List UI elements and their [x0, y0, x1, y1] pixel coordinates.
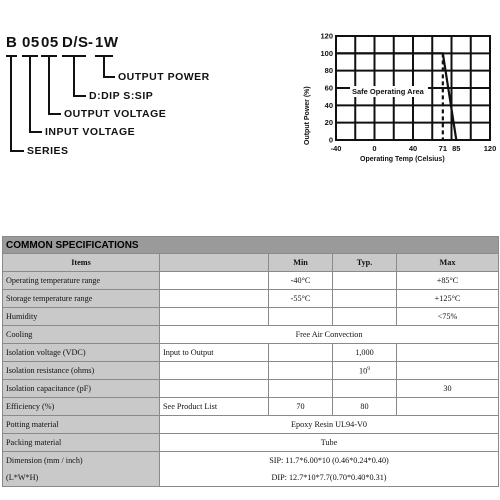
row-typ	[333, 272, 397, 290]
dimension-label: Dimension (mm / inch)	[6, 456, 83, 465]
row-value	[160, 452, 499, 487]
chart-ylabel: Output Power (%)	[304, 86, 311, 145]
row-min: -55°C	[269, 290, 333, 308]
chart-x-tick-label: 40	[408, 144, 418, 153]
part-number-decode	[0, 0, 260, 170]
row-item: Isolation voltage (VDC)	[3, 344, 160, 362]
row-condition	[160, 380, 269, 398]
row-min: 70	[269, 398, 333, 416]
row-typ-exponent: 9	[367, 365, 370, 372]
table-row	[3, 380, 499, 398]
chart-y-tick-label: 0	[328, 135, 333, 145]
row-min	[269, 344, 333, 362]
chart-y-tick-label: 20	[324, 118, 333, 128]
table-row	[3, 272, 499, 290]
row-min: -40°C	[269, 272, 333, 290]
table-row	[3, 452, 499, 487]
row-condition	[160, 362, 269, 380]
row-condition: Input to Output	[160, 344, 269, 362]
row-item: Isolation resistance (ohms)	[3, 362, 160, 380]
row-item: Efficiency (%)	[3, 398, 160, 416]
label-package: D:DIP S:SIP	[89, 90, 154, 102]
row-condition	[160, 308, 269, 326]
table-row	[3, 398, 499, 416]
row-typ	[333, 290, 397, 308]
row-value: Free Air Convection	[160, 326, 499, 344]
table-title-row	[3, 237, 499, 254]
derating-chart	[300, 28, 500, 178]
table-title: COMMON SPECIFICATIONS	[3, 237, 499, 254]
chart-y-tick-label: 100	[320, 48, 333, 58]
table-row	[3, 290, 499, 308]
row-item: Cooling	[3, 326, 160, 344]
row-item: Storage temperature range	[3, 290, 160, 308]
table-row	[3, 362, 499, 380]
row-item	[3, 452, 160, 487]
table-row	[3, 344, 499, 362]
table-row	[3, 416, 499, 434]
chart-xlabel: Operating Temp (Celsius)	[360, 156, 445, 163]
row-max	[397, 344, 499, 362]
header-conditions	[160, 254, 269, 272]
label-output-power: OUTPUT POWER	[118, 71, 210, 83]
part-number-package: D/S	[62, 34, 89, 51]
row-item: Packing material	[3, 434, 160, 452]
common-specifications-table	[2, 236, 499, 487]
row-max	[397, 362, 499, 380]
label-input-voltage: INPUT VOLTAGE	[45, 126, 136, 138]
label-output-voltage: OUTPUT VOLTAGE	[64, 108, 167, 120]
part-number-input-voltage: 05	[22, 34, 40, 51]
derating-chart-svg	[300, 28, 500, 178]
chart-y-tick-label: 60	[324, 83, 333, 93]
table-row	[3, 326, 499, 344]
dimension-dip: DIP: 12.7*10*7.7(0.70*0.40*0.31)	[271, 473, 387, 482]
chart-x-tick-label: 0	[372, 144, 377, 153]
row-item: Humidity	[3, 308, 160, 326]
header-typ: Typ.	[333, 254, 397, 272]
table-header-row	[3, 254, 499, 272]
row-value: Epoxy Resin UL94-V0	[160, 416, 499, 434]
chart-x-tick-label: 85	[452, 144, 461, 153]
part-number-dash: -	[88, 34, 94, 51]
row-item: Operating temperature range	[3, 272, 160, 290]
row-min	[269, 308, 333, 326]
row-max: +85°C	[397, 272, 499, 290]
chart-x-tick-label: 120	[483, 144, 497, 153]
header-items: Items	[3, 254, 160, 272]
row-typ: 80	[333, 398, 397, 416]
row-max	[397, 398, 499, 416]
table-row	[3, 434, 499, 452]
chart-x-tick-label: -40	[330, 144, 342, 153]
row-typ	[333, 380, 397, 398]
chart-y-tick-label: 40	[324, 100, 333, 110]
row-typ	[333, 308, 397, 326]
chart-series	[336, 53, 456, 140]
row-condition: See Product List	[160, 398, 269, 416]
header-min: Min	[269, 254, 333, 272]
header-max: Max	[397, 254, 499, 272]
chart-x-tick-label: 71	[438, 144, 448, 153]
row-item: Isolation capacitance (pF)	[3, 380, 160, 398]
chart-annotation: Safe Operating Area	[352, 87, 424, 96]
part-number-series: B	[6, 34, 18, 51]
table-row	[3, 308, 499, 326]
row-min	[269, 362, 333, 380]
row-max: <75%	[397, 308, 499, 326]
row-min	[269, 380, 333, 398]
label-series: SERIES	[27, 145, 69, 157]
part-number-output-voltage: 05	[41, 34, 59, 51]
part-number-power: 1W	[95, 34, 119, 51]
chart-y-tick-label: 80	[324, 66, 333, 76]
dimension-sip: SIP: 11.7*6.00*10 (0.46*0.24*0.40)	[269, 456, 389, 465]
row-typ: 1,000	[333, 344, 397, 362]
row-item: Potting material	[3, 416, 160, 434]
row-value: Tube	[160, 434, 499, 452]
row-max: +125°C	[397, 290, 499, 308]
row-typ-base: 10	[359, 366, 368, 376]
row-typ	[333, 362, 397, 380]
row-max: 30	[397, 380, 499, 398]
row-condition	[160, 272, 269, 290]
chart-y-tick-label: 120	[320, 31, 333, 41]
row-condition	[160, 290, 269, 308]
dimension-label-lwh: (L*W*H)	[6, 473, 39, 482]
